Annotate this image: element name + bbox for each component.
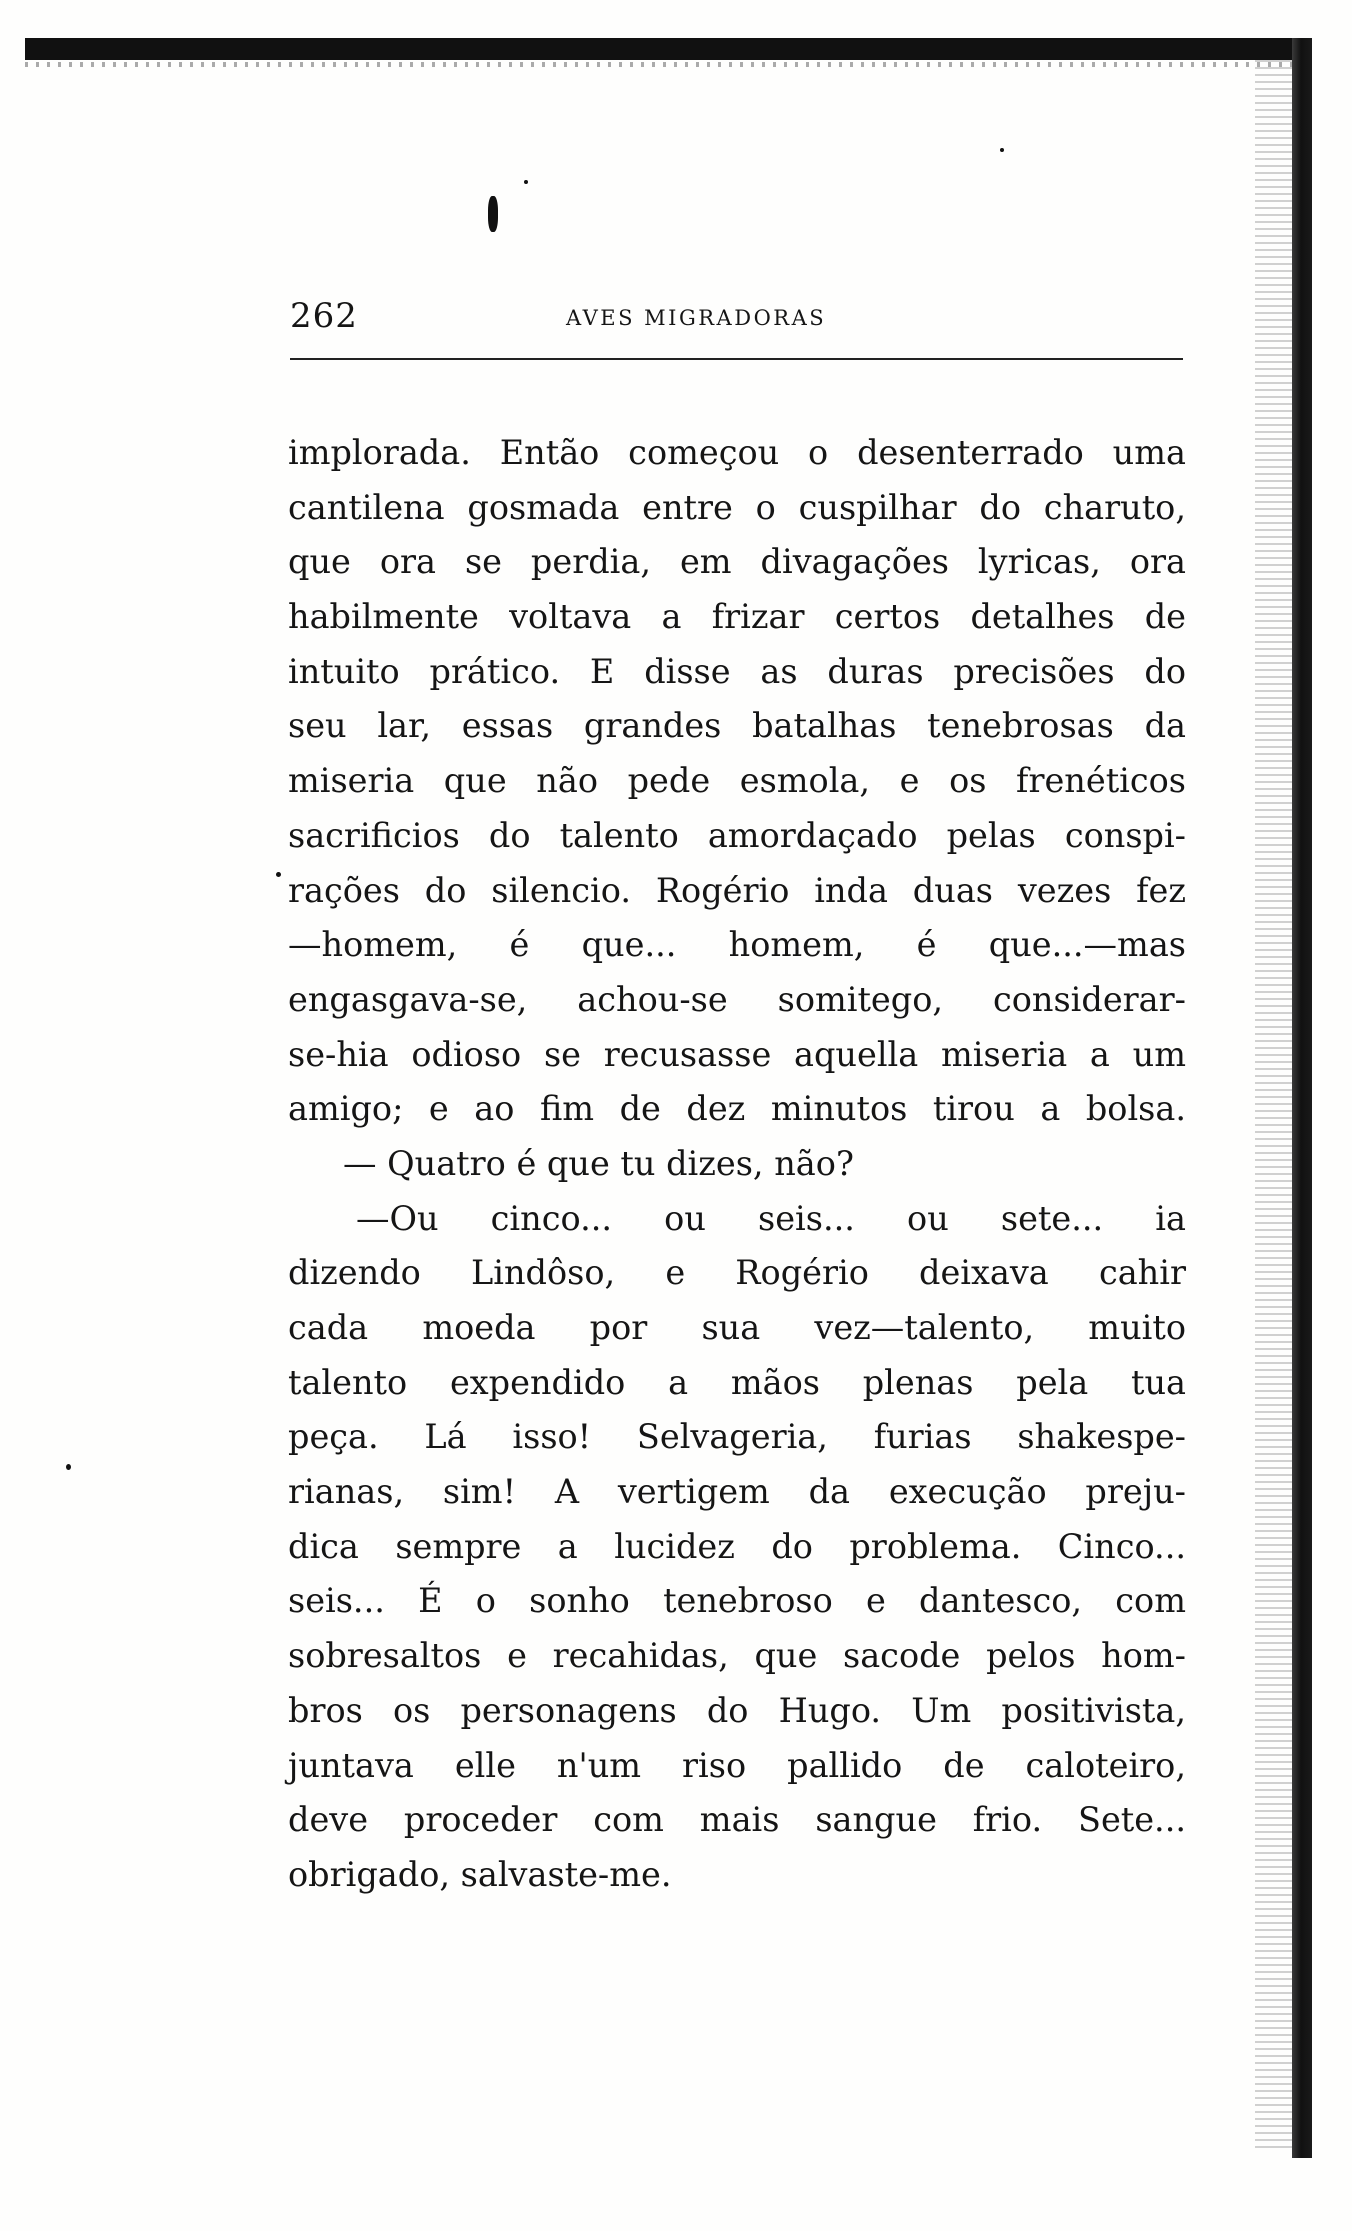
page-number: 262: [290, 296, 358, 336]
scan-top-speckle: [25, 62, 1300, 67]
running-title: AVES MIGRADORAS: [566, 306, 827, 330]
text-line: dizendo Lindôso, e Rogério deixava cahir: [288, 1253, 1186, 1293]
scan-right-border: [1292, 38, 1312, 2158]
scan-edge-shadow: [1255, 60, 1293, 2150]
text-line: engasgava-se, achou-se somitego, considerar-: [288, 979, 1186, 1019]
text-line: cada moeda por sua vez—talento, muito: [288, 1308, 1186, 1347]
text-line: —homem, é que... homem, é que...—mas: [288, 925, 1186, 965]
text-line: deve proceder com mais sangue frio. Sete...: [288, 1800, 1186, 1840]
text-line-dialogue: —Ou cinco... ou seis... ou sete... ia: [356, 1198, 1186, 1238]
text-line: rianas, sim! A vertigem da execução preju-: [288, 1472, 1186, 1512]
ink-speck: [524, 180, 528, 184]
text-line: peça. Lá isso! Selvageria, furias shakespe-: [288, 1417, 1186, 1457]
header-rule: [290, 358, 1183, 360]
text-line: talento expendido a mãos plenas pela tua: [288, 1362, 1186, 1402]
text-line: juntava elle n'um riso pallido de caloteiro,: [288, 1745, 1186, 1785]
ink-speck: [66, 1464, 71, 1470]
scan-top-border: [25, 38, 1300, 60]
text-line: cantilena gosmada entre o cuspilhar do charuto,: [288, 487, 1186, 527]
ink-speck: [276, 872, 281, 877]
body-text: [288, 426, 1186, 1903]
text-line: que ora se perdia, em divagações lyricas, ora: [288, 542, 1186, 582]
text-line: se-hia odioso se recusasse aquella miseria a um: [288, 1034, 1186, 1074]
text-line: miseria que não pede esmola, e os frenéticos: [288, 761, 1186, 801]
text-line: habilmente voltava a frizar certos detalhes de: [288, 597, 1186, 637]
text-line: sobresaltos e recahidas, que sacode pelos hom-: [288, 1636, 1186, 1676]
text-line: seis... É o sonho tenebroso e dantesco, com: [288, 1581, 1186, 1621]
text-line: rações do silencio. Rogério inda duas vezes fez: [288, 870, 1186, 910]
text-line: amigo; e ao fim de dez minutos tirou a bolsa.: [288, 1089, 1186, 1129]
text-line: bros os personagens do Hugo. Um positivista,: [288, 1690, 1186, 1730]
text-line: dica sempre a lucidez do problema. Cinco...: [288, 1526, 1186, 1566]
text-line: implorada. Então começou o desenterrado uma: [288, 433, 1186, 472]
ink-speck: [488, 196, 498, 232]
text-line: intuito prático. E disse as duras precisões do: [288, 651, 1186, 691]
text-line-last: obrigado, salvaste-me.: [288, 1854, 672, 1894]
ink-speck: [1000, 148, 1004, 152]
text-line: seu lar, essas grandes batalhas tenebrosas da: [288, 706, 1186, 746]
text-line-dialogue: — Quatro é que tu dizes, não?: [343, 1143, 854, 1183]
running-head: [290, 296, 1186, 350]
text-line: sacrificios do talento amordaçado pelas conspi-: [288, 815, 1186, 855]
